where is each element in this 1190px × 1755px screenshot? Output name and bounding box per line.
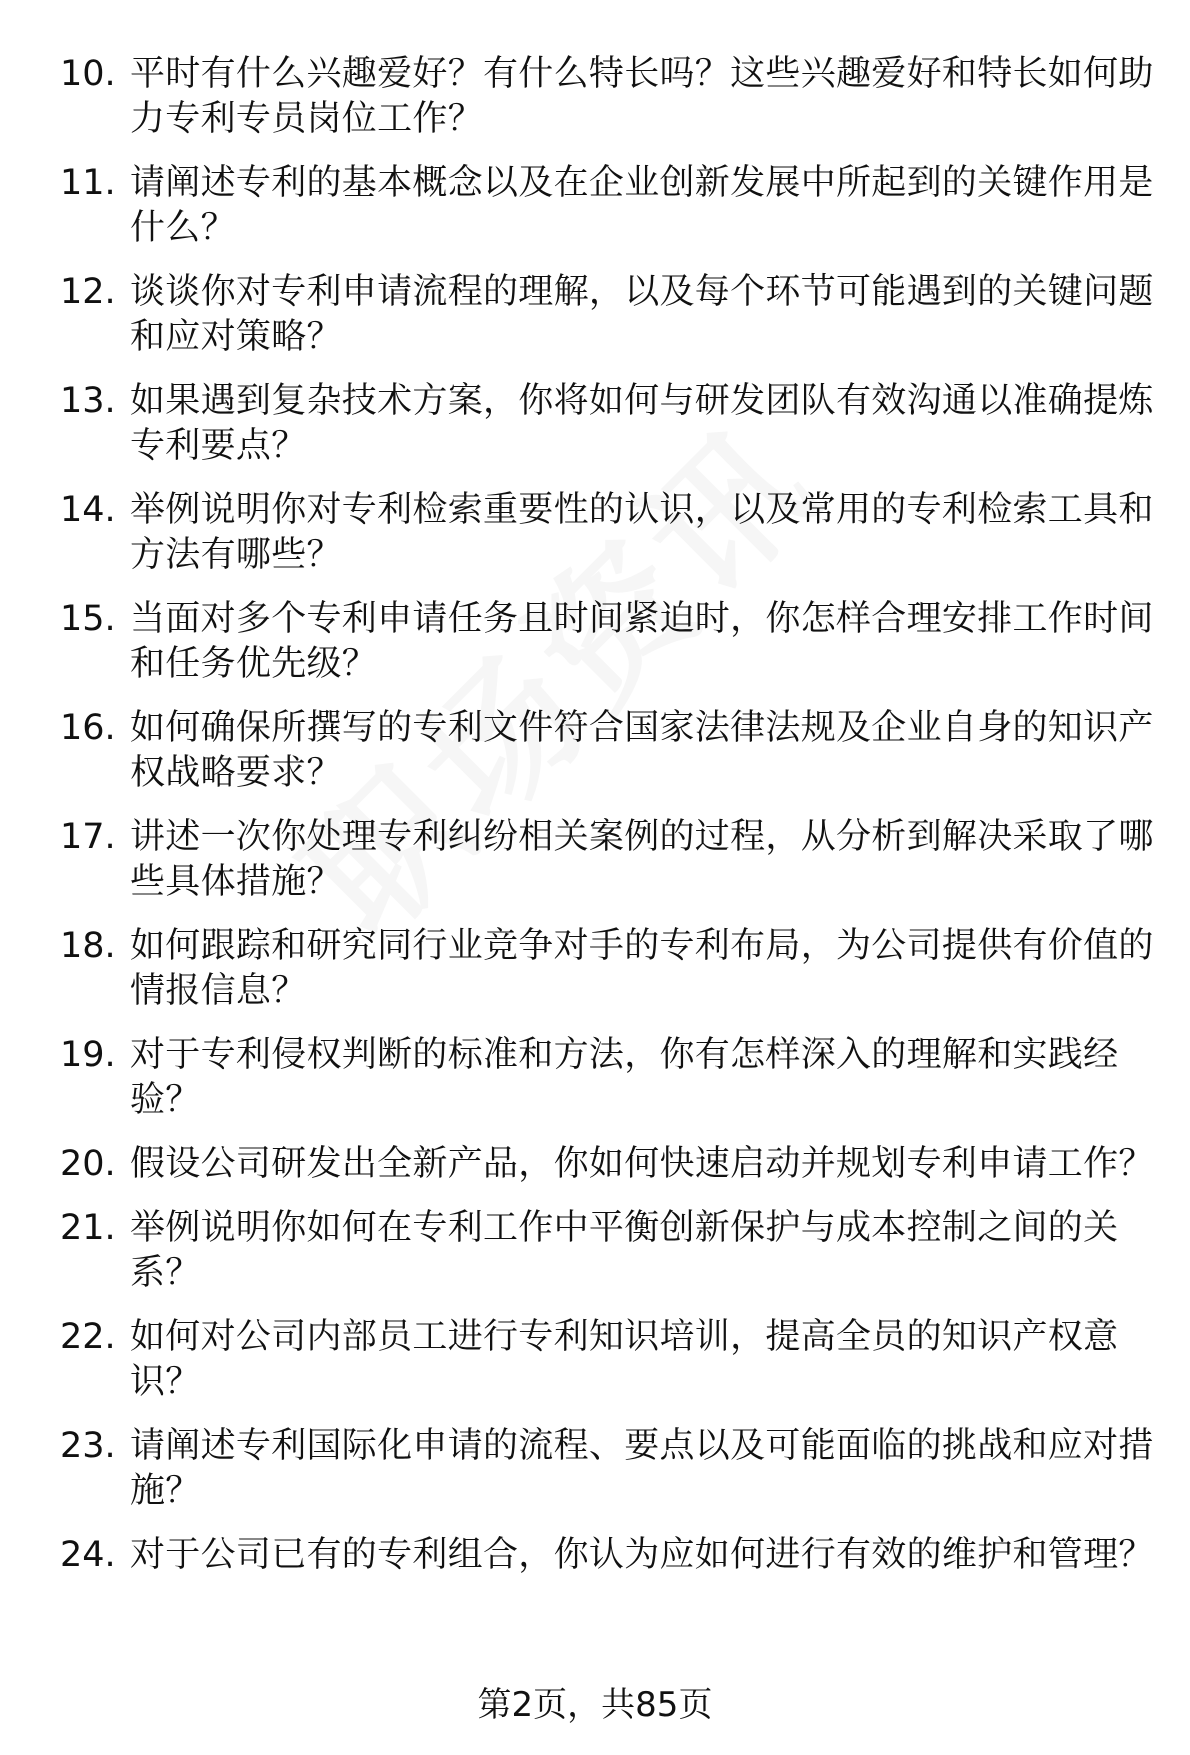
- question-number: 24.: [60, 1535, 116, 1575]
- question-text: 举例说明你如何在专利工作中平衡创新保护与成本控制之间的关系？: [130, 1208, 1119, 1293]
- question-text: 对于公司已有的专利组合，你认为应如何进行有效的维护和管理？: [130, 1535, 1154, 1575]
- question-item: [60, 488, 1160, 578]
- question-item: [60, 1315, 1160, 1405]
- question-text: 对于专利侵权判断的标准和方法，你有怎样深入的理解和实践经验？: [130, 1035, 1119, 1120]
- question-text: 当面对多个专利申请任务且时间紧迫时，你怎样合理安排工作时间和任务优先级？: [130, 599, 1154, 684]
- question-text: 如何确保所撰写的专利文件符合国家法律法规及企业自身的知识产权战略要求？: [130, 708, 1154, 793]
- question-item: [60, 597, 1160, 687]
- question-list: [60, 52, 1160, 1597]
- question-number: 20.: [60, 1144, 116, 1184]
- question-text: 请阐述专利国际化申请的流程、要点以及可能面临的挑战和应对措施？: [130, 1426, 1154, 1511]
- question-text: 如果遇到复杂技术方案，你将如何与研发团队有效沟通以准确提炼专利要点？: [130, 381, 1154, 466]
- question-text: 谈谈你对专利申请流程的理解，以及每个环节可能遇到的关键问题和应对策略？: [130, 272, 1154, 357]
- question-number: 21.: [60, 1208, 116, 1248]
- question-item: [60, 1142, 1160, 1187]
- question-item: [60, 161, 1160, 251]
- question-number: 11.: [60, 163, 116, 203]
- question-number: 13.: [60, 381, 116, 421]
- question-number: 10.: [60, 54, 116, 94]
- question-text: 请阐述专利的基本概念以及在企业创新发展中所起到的关键作用是什么？: [130, 163, 1154, 248]
- question-item: [60, 1206, 1160, 1296]
- question-item: [60, 270, 1160, 360]
- question-text: 假设公司研发出全新产品，你如何快速启动并规划专利申请工作？: [130, 1144, 1154, 1184]
- page-footer: 第2页，共85页: [477, 1685, 713, 1725]
- question-number: 17.: [60, 817, 116, 857]
- question-item: [60, 706, 1160, 796]
- question-number: 15.: [60, 599, 116, 639]
- question-item: [60, 1033, 1160, 1123]
- question-text: 平时有什么兴趣爱好？有什么特长吗？这些兴趣爱好和特长如何助力专利专员岗位工作？: [130, 54, 1154, 139]
- question-item: [60, 815, 1160, 905]
- question-text: 如何跟踪和研究同行业竞争对手的专利布局，为公司提供有价值的情报信息？: [130, 926, 1154, 1011]
- question-item: [60, 1533, 1160, 1578]
- question-number: 23.: [60, 1426, 116, 1466]
- question-text: 举例说明你对专利检索重要性的认识，以及常用的专利检索工具和方法有哪些？: [130, 490, 1154, 575]
- question-number: 22.: [60, 1317, 116, 1357]
- question-number: 14.: [60, 490, 116, 530]
- question-number: 19.: [60, 1035, 116, 1075]
- question-text: 讲述一次你处理专利纠纷相关案例的过程，从分析到解决采取了哪些具体措施？: [130, 817, 1154, 902]
- question-item: [60, 52, 1160, 142]
- question-number: 16.: [60, 708, 116, 748]
- question-text: 如何对公司内部员工进行专利知识培训，提高全员的知识产权意识？: [130, 1317, 1119, 1402]
- question-number: 12.: [60, 272, 116, 312]
- question-item: [60, 1424, 1160, 1514]
- question-number: 18.: [60, 926, 116, 966]
- question-item: [60, 379, 1160, 469]
- question-item: [60, 924, 1160, 1014]
